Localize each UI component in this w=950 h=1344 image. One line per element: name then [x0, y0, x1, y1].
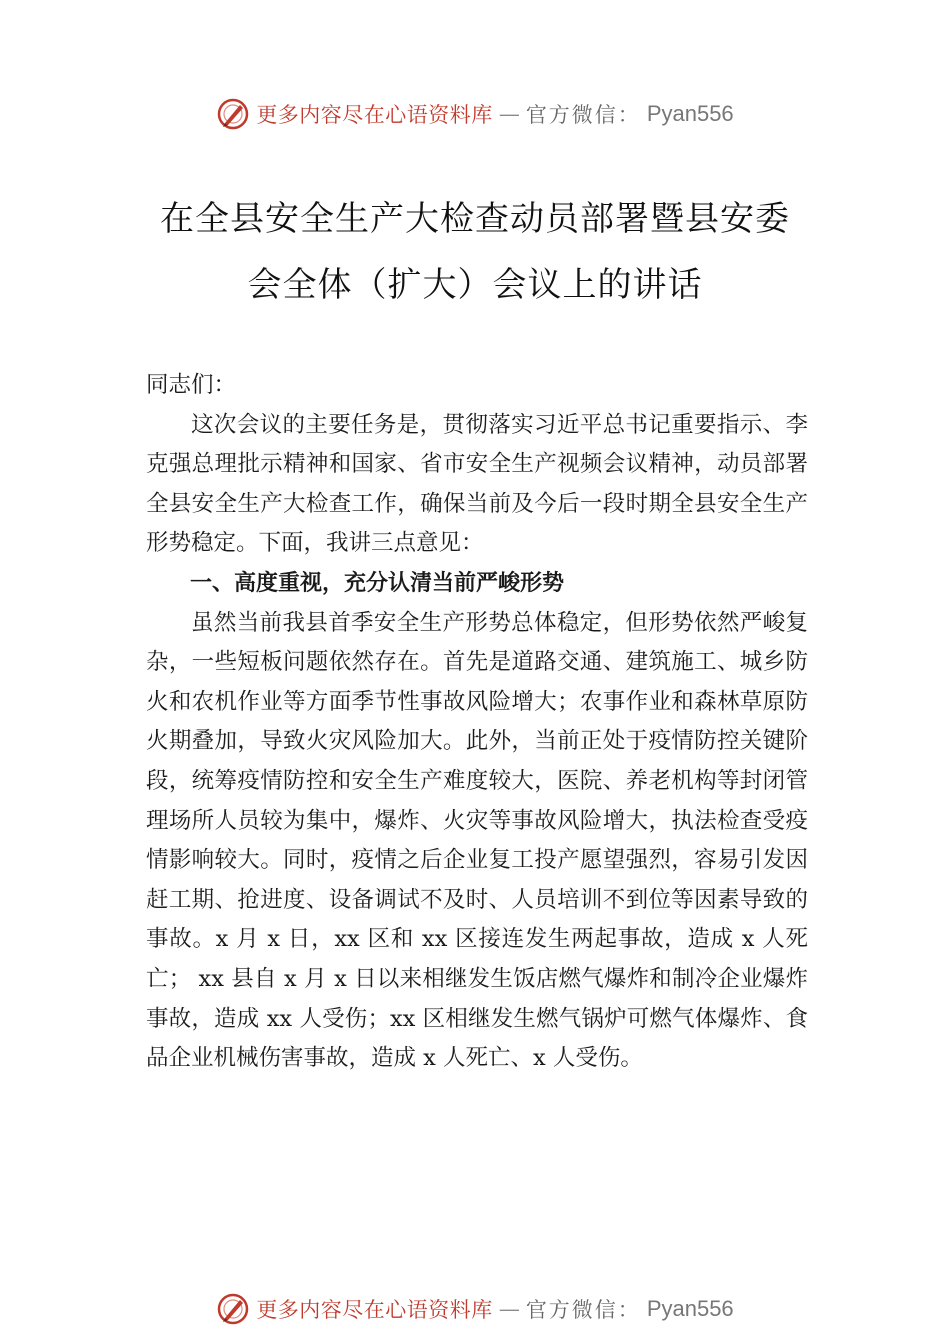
watermark-label: 官方微信： — [525, 1298, 641, 1322]
watermark-text: 更多内容尽在心语资料库 — [256, 103, 493, 127]
watermark-wechat-id: Pyan556 — [646, 1296, 734, 1321]
greeting: 同志们： — [146, 372, 237, 398]
pen-logo-icon — [216, 1292, 250, 1326]
pen-logo-icon — [216, 97, 250, 131]
watermark-dash: — — [498, 1297, 520, 1321]
document-title — [120, 186, 830, 318]
watermark-label: 官方微信： — [525, 103, 641, 127]
header-watermark — [0, 94, 950, 134]
paragraph-2: 虽然当前我县首季安全生产形势总体稳定，但形势依然严峻复杂，一些短板问题依然存在。首先是道路交通、建筑施工、城乡防火和农机作业等方面季节性事故风险增大；农事作业和森林草原防火期叠加，导致火灾风险加大。此外，当前正处于疫情防控关键阶段，统筹疫情防控和安全生产难度较大，医院、养老机构等封闭管理场所人员较为集中，爆炸、火灾等事故风险增大，执法检查受疫情影响较大。同时，疫情之后企业复工投产愿望强烈，容易引发因赶工期、抢进度、设备调试不及时、人员培训不到位等因素导致的事故。x 月 x 日，xx 区和 xx 区接连发生两起事故，造成 x 人死亡； xx 县自 x 月 x 日以来相继发生饭店燃气爆炸和制冷企业爆炸事故，造成 xx 人受伤；xx 区相继发生燃气锅炉可燃气体爆炸、食品企业机械伤害事故，造成 x 人死亡、x 人受伤。 — [146, 609, 808, 1072]
watermark-wechat-id: Pyan556 — [646, 101, 734, 126]
watermark-text: 更多内容尽在心语资料库 — [256, 1298, 493, 1322]
document-body — [146, 366, 808, 1079]
footer-watermark — [0, 1289, 950, 1329]
section-heading-1: 一、高度重视，充分认清当前严峻形势 — [190, 570, 565, 596]
watermark-dash: — — [498, 102, 520, 126]
title-line-1: 在全县安全生产大检查动员部署暨县安委 — [160, 199, 790, 239]
paragraph-1: 这次会议的主要任务是，贯彻落实习近平总书记重要指示、李克强总理批示精神和国家、省市安全生产视频会议精神，动员部署全县安全生产大检查工作，确保当前及今后一段时期全县安全生产形势稳定。下面，我讲三点意见： — [146, 411, 808, 557]
title-line-2: 会全体（扩大）会议上的讲话 — [247, 265, 703, 305]
